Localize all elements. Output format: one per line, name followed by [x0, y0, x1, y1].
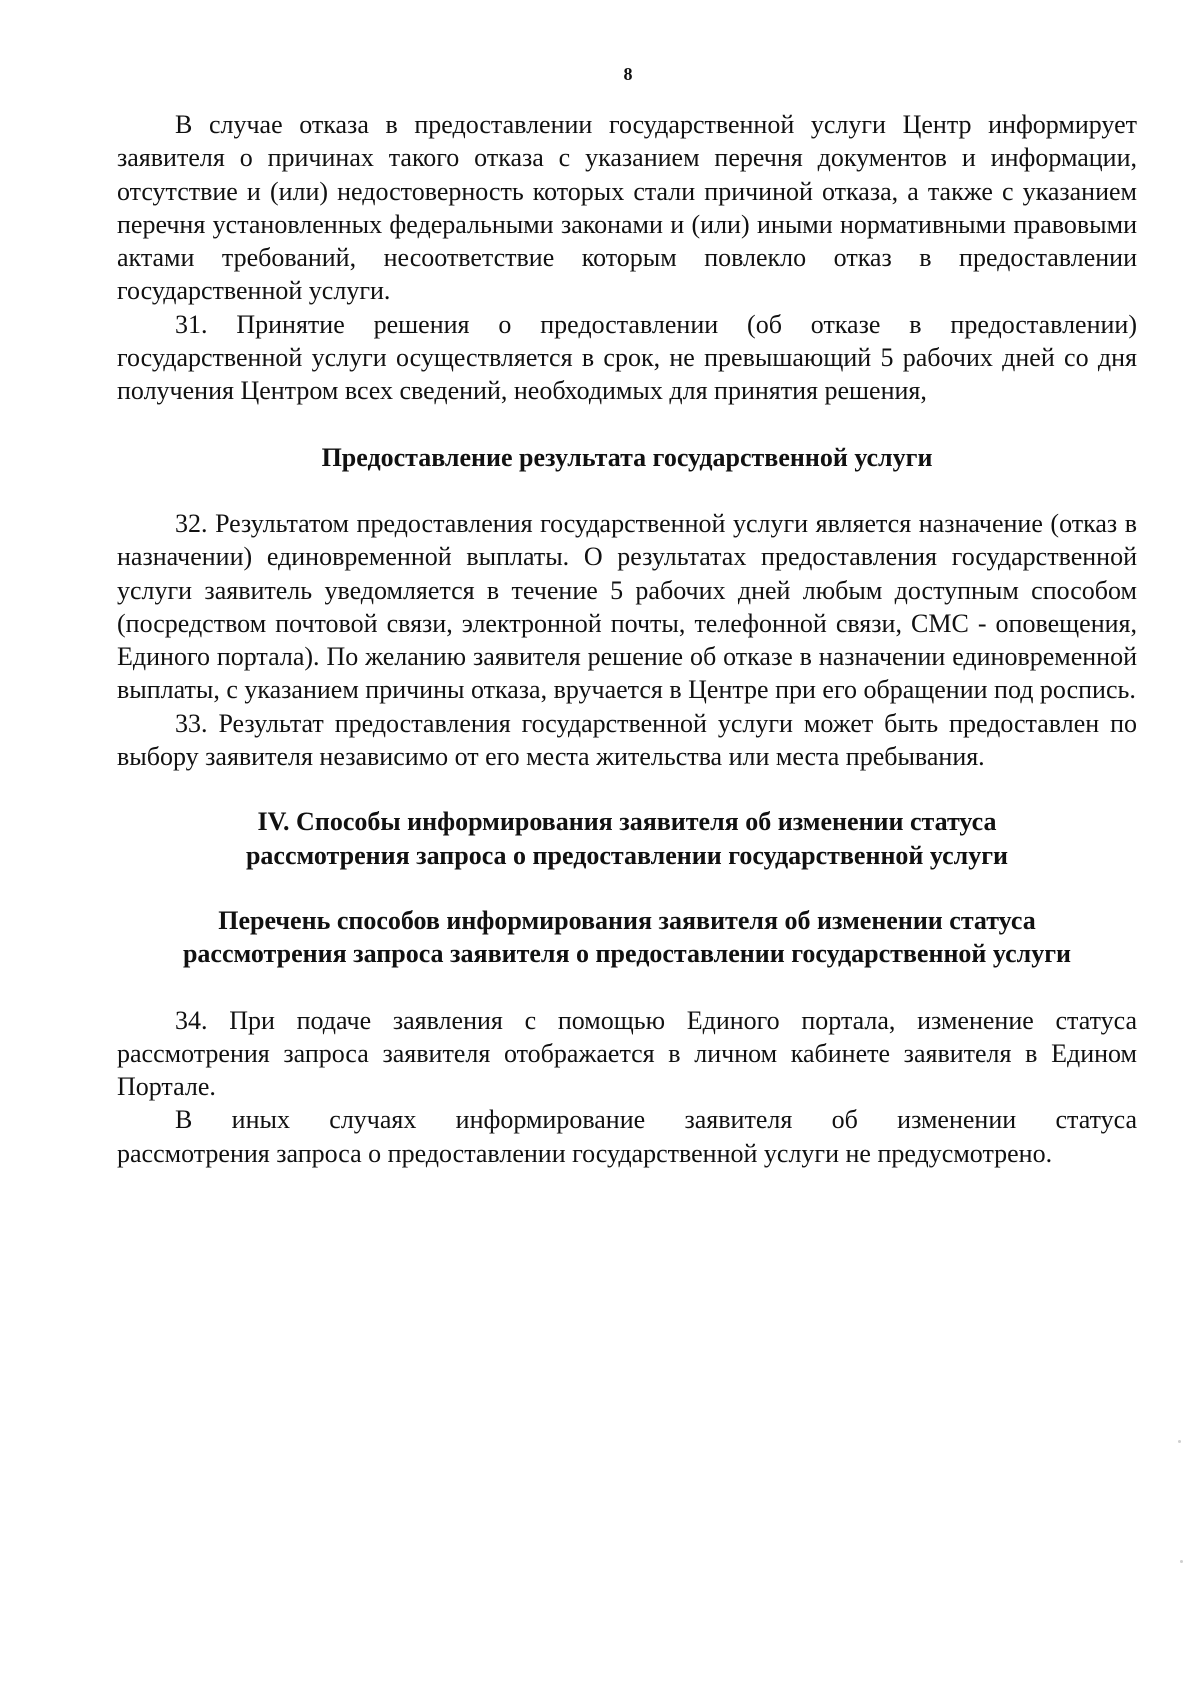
paragraph-34: 34. При подаче заявления с помощью Единого портала, изменение статуса рассмотрения запроса заявителя отображается в личном кабинете заявителя в Едином Портале. [117, 1005, 1137, 1102]
section-heading-iv [117, 805, 1137, 872]
paragraph-other-cases-line1: В иных случаях информирование заявителя об изменении статуса [175, 1105, 1137, 1135]
spacer [117, 971, 1137, 1004]
spacer [117, 408, 1137, 441]
paragraph-refusal-info: В случае отказа в предоставлении государственной услуги Центр информирует заявителя о причинах такого отказа с указанием перечня документов и информации, отсутствие и (или) недостоверность которых стали причиной отказа, а также с указанием перечня установленных федеральными законами и (или) иными нормативными правовыми актами требований, несоответствие которым повлекло отказ в предоставлении государственной услуги. [117, 110, 1137, 306]
document-body [117, 108, 1137, 1170]
paragraph-31: 31. Принятие решения о предоставлении (об отказе в предоставлении) государственной услуги осуществляется в срок, не превышающий 5 рабочих дней со дня получения Центром всех сведений, необходимых для принятия решения, [117, 309, 1137, 406]
scan-speck [1180, 1560, 1183, 1563]
page-number: 8 [623, 64, 633, 84]
paragraph-other-cases-line2: рассмотрения запроса о предоставлении государственной услуги не предусмотрено. [117, 1138, 1053, 1168]
paragraph-33: 33. Результат предоставления государственной услуги может быть предоставлен по выбору заявителя независимо от его места жительства или места пребывания. [117, 708, 1137, 772]
spacer [117, 773, 1137, 805]
section-heading-iv-line1: IV. Способы информирования заявителя об изменении статуса [257, 807, 997, 837]
spacer [117, 474, 1137, 507]
subsection-heading-list [117, 904, 1137, 971]
section-heading-iv-line2: рассмотрения запроса о предоставлении государственной услуги [245, 840, 1009, 870]
subsection-heading-list-line2: рассмотрения запроса заявителя о предоставлении государственной услуги [182, 939, 1072, 969]
scan-speck [1178, 1440, 1181, 1443]
spacer [117, 872, 1137, 904]
section-heading-result: Предоставление результата государственной услуги [321, 442, 933, 472]
paragraph-32: 32. Результатом предоставления государственной услуги является назначение (отказ в назначении) единовременной выплаты. О результатах предоставления государственной услуги заявитель уведомляется в течение 5 рабочих дней любым доступным способом (посредством почтовой связи, электронной почты, телефонной связи, СМС - оповещения, Единого портала). По желанию заявителя решение об отказе в назначении единовременной выплаты, с указанием причины отказа, вручается в Центре при его обращении под роспись. [117, 508, 1137, 705]
subsection-heading-list-line1: Перечень способов информирования заявителя об изменении статуса [218, 905, 1036, 935]
